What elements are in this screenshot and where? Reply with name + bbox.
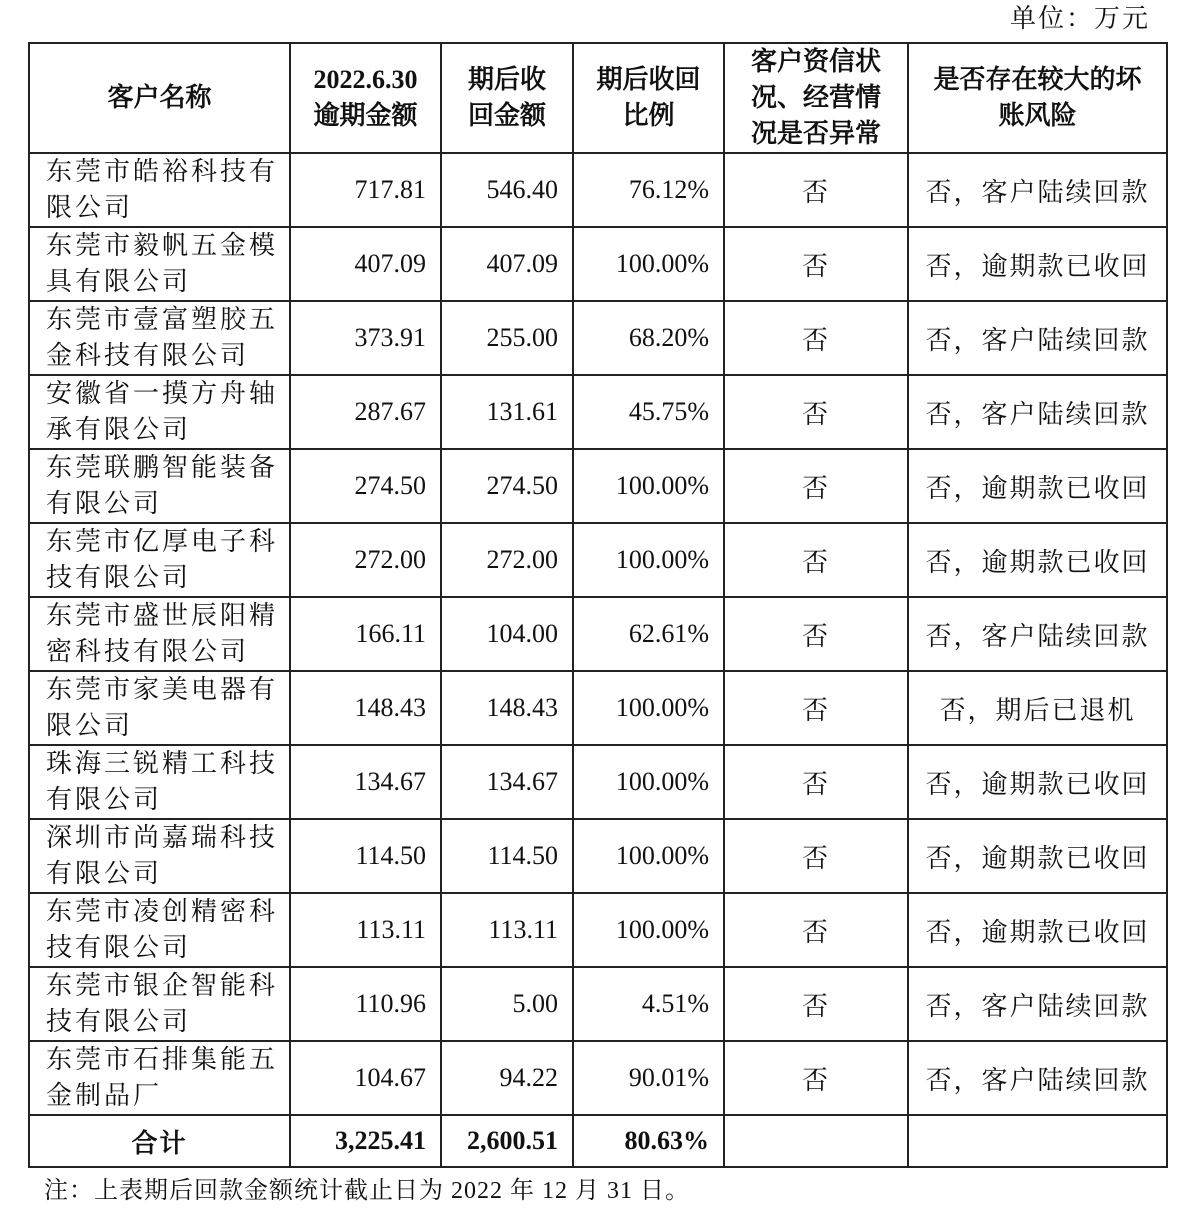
customer-name-cell-text: 东莞市家美电器有限公司	[46, 675, 279, 740]
overdue-amount-cell: 272.00	[290, 523, 441, 597]
collected-amount-cell: 272.00	[441, 523, 573, 597]
overdue-amount-cell: 104.67	[290, 1041, 441, 1115]
bad-debt-risk-cell: 否，逾期款已收回	[908, 227, 1167, 301]
overdue-amount-cell: 373.91	[290, 301, 441, 375]
credit-abnormal-cell: 否	[724, 1041, 908, 1115]
overdue-amount-cell: 134.67	[290, 745, 441, 819]
overdue-amount-cell: 148.43	[290, 671, 441, 745]
bad-debt-risk-cell: 否，逾期款已收回	[908, 893, 1167, 967]
collected-amount-cell: 134.67	[441, 745, 573, 819]
total-label-cell: 合计	[29, 1115, 290, 1167]
bad-debt-risk-cell: 否，逾期款已收回	[908, 745, 1167, 819]
credit-abnormal-cell: 否	[724, 523, 908, 597]
table-note: 注：上表期后回款金额统计截止日为 2022 年 12 月 31 日。	[44, 1178, 690, 1204]
credit-abnormal-cell: 否	[724, 597, 908, 671]
customer-name-cell	[29, 1041, 290, 1115]
overdue-receivables-table	[28, 42, 1168, 1168]
total-empty-cell	[908, 1115, 1167, 1167]
total-overdue-cell: 3,225.41	[290, 1115, 441, 1167]
customer-name-cell	[29, 301, 290, 375]
table-row	[29, 745, 1167, 819]
table-row	[29, 819, 1167, 893]
customer-name-cell	[29, 893, 290, 967]
customer-name-cell	[29, 449, 290, 523]
total-row	[29, 1115, 1167, 1167]
customer-name-cell-text: 东莞市壹富塑胶五金科技有限公司	[46, 305, 279, 370]
collected-amount-cell: 113.11	[441, 893, 573, 967]
collected-amount-cell: 114.50	[441, 819, 573, 893]
overdue-amount-cell: 287.67	[290, 375, 441, 449]
header-line: 期后收	[467, 65, 546, 94]
header-line: 比例	[622, 101, 675, 130]
collected-amount-cell: 104.00	[441, 597, 573, 671]
collection-ratio-cell: 100.00%	[573, 745, 724, 819]
customer-name-cell-text: 东莞市石排集能五金制品厂	[46, 1045, 279, 1110]
collection-ratio-cell: 100.00%	[573, 449, 724, 523]
collection-ratio-cell: 45.75%	[573, 375, 724, 449]
credit-abnormal-cell: 否	[724, 227, 908, 301]
credit-abnormal-cell: 否	[724, 819, 908, 893]
customer-name-cell	[29, 375, 290, 449]
collected-amount-cell: 255.00	[441, 301, 573, 375]
table-header-row	[29, 43, 1167, 153]
bad-debt-risk-cell: 否，客户陆续回款	[908, 375, 1167, 449]
collected-amount-cell: 5.00	[441, 967, 573, 1041]
overdue-amount-cell: 274.50	[290, 449, 441, 523]
bad-debt-risk-cell: 否，期后已退机	[908, 671, 1167, 745]
collected-amount-cell: 407.09	[441, 227, 573, 301]
credit-abnormal-cell: 否	[724, 967, 908, 1041]
bad-debt-risk-cell: 否，客户陆续回款	[908, 153, 1167, 227]
collected-amount-cell: 274.50	[441, 449, 573, 523]
table-row	[29, 893, 1167, 967]
bad-debt-risk-cell: 否，逾期款已收回	[908, 449, 1167, 523]
header-line: 期后收回	[596, 65, 701, 94]
customer-name-cell-text: 东莞市皓裕科技有限公司	[46, 157, 279, 222]
customer-name-cell-text: 安徽省一摸方舟轴承有限公司	[46, 379, 279, 444]
table-row	[29, 153, 1167, 227]
customer-name-cell	[29, 227, 290, 301]
customer-name-cell-text: 东莞市亿厚电子科技有限公司	[46, 527, 279, 592]
credit-abnormal-cell: 否	[724, 449, 908, 523]
collection-ratio-cell: 76.12%	[573, 153, 724, 227]
collection-ratio-cell: 90.01%	[573, 1041, 724, 1115]
collection-ratio-cell: 4.51%	[573, 967, 724, 1041]
collection-ratio-cell: 100.00%	[573, 671, 724, 745]
header-line: 客户名称	[107, 83, 212, 112]
bad-debt-risk-cell: 否，逾期款已收回	[908, 819, 1167, 893]
credit-abnormal-cell: 否	[724, 671, 908, 745]
customer-name-cell	[29, 597, 290, 671]
bad-debt-risk-cell: 否，客户陆续回款	[908, 1041, 1167, 1115]
credit-abnormal-cell: 否	[724, 153, 908, 227]
total-collected-cell: 2,600.51	[441, 1115, 573, 1167]
bad-debt-risk-cell: 否，客户陆续回款	[908, 301, 1167, 375]
header-collected-amount	[441, 43, 573, 153]
header-overdue-amount	[290, 43, 441, 153]
collection-ratio-cell: 100.00%	[573, 523, 724, 597]
overdue-amount-cell: 717.81	[290, 153, 441, 227]
customer-name-cell-text: 东莞市毅帆五金模具有限公司	[46, 231, 279, 296]
customer-name-cell-text: 珠海三锐精工科技有限公司	[46, 749, 279, 814]
bad-debt-risk-cell: 否，客户陆续回款	[908, 597, 1167, 671]
table-row	[29, 671, 1167, 745]
total-empty-cell	[724, 1115, 908, 1167]
overdue-amount-cell: 113.11	[290, 893, 441, 967]
customer-name-cell-text: 深圳市尚嘉瑞科技有限公司	[46, 823, 279, 888]
overdue-amount-cell: 407.09	[290, 227, 441, 301]
collected-amount-cell: 546.40	[441, 153, 573, 227]
customer-name-cell	[29, 967, 290, 1041]
header-customer-name	[29, 43, 290, 153]
customer-name-cell-text: 东莞联鹏智能装备有限公司	[46, 453, 279, 518]
header-bad-debt-risk	[908, 43, 1167, 153]
header-credit-abnormal	[724, 43, 908, 153]
header-line: 是否存在较大的坏	[933, 65, 1142, 94]
total-ratio-cell: 80.63%	[573, 1115, 724, 1167]
table-row	[29, 375, 1167, 449]
collection-ratio-cell: 100.00%	[573, 893, 724, 967]
unit-label: 单位：万元	[1009, 4, 1150, 33]
bad-debt-risk-cell: 否，逾期款已收回	[908, 523, 1167, 597]
customer-name-cell	[29, 153, 290, 227]
customer-name-cell	[29, 671, 290, 745]
header-line: 客户资信状	[750, 47, 881, 76]
overdue-amount-cell: 166.11	[290, 597, 441, 671]
customer-name-cell	[29, 819, 290, 893]
collection-ratio-cell: 62.61%	[573, 597, 724, 671]
customer-name-cell	[29, 745, 290, 819]
header-line: 况是否异常	[750, 119, 881, 148]
customer-name-cell-text: 东莞市盛世辰阳精密科技有限公司	[46, 601, 279, 666]
header-line: 况、经营情	[750, 83, 881, 112]
customer-name-cell	[29, 523, 290, 597]
customer-name-cell-text: 东莞市凌创精密科技有限公司	[46, 897, 279, 962]
credit-abnormal-cell: 否	[724, 301, 908, 375]
table-row	[29, 967, 1167, 1041]
credit-abnormal-cell: 否	[724, 893, 908, 967]
overdue-amount-cell: 114.50	[290, 819, 441, 893]
header-line: 账风险	[998, 101, 1077, 130]
collection-ratio-cell: 68.20%	[573, 301, 724, 375]
customer-name-cell-text: 东莞市银企智能科技有限公司	[46, 971, 279, 1036]
table-row	[29, 1041, 1167, 1115]
credit-abnormal-cell: 否	[724, 745, 908, 819]
collection-ratio-cell: 100.00%	[573, 819, 724, 893]
collected-amount-cell: 148.43	[441, 671, 573, 745]
table-row	[29, 449, 1167, 523]
collection-ratio-cell: 100.00%	[573, 227, 724, 301]
header-collection-ratio	[573, 43, 724, 153]
header-line: 回金额	[467, 101, 546, 130]
table-row	[29, 301, 1167, 375]
credit-abnormal-cell: 否	[724, 375, 908, 449]
bad-debt-risk-cell: 否，客户陆续回款	[908, 967, 1167, 1041]
table-row	[29, 523, 1167, 597]
table-wrapper	[28, 42, 1166, 1206]
table-row	[29, 597, 1167, 671]
table-row	[29, 227, 1167, 301]
collected-amount-cell: 94.22	[441, 1041, 573, 1115]
header-text: 2022.6.30逾期金额	[313, 65, 418, 130]
collected-amount-cell: 131.61	[441, 375, 573, 449]
overdue-amount-cell: 110.96	[290, 967, 441, 1041]
